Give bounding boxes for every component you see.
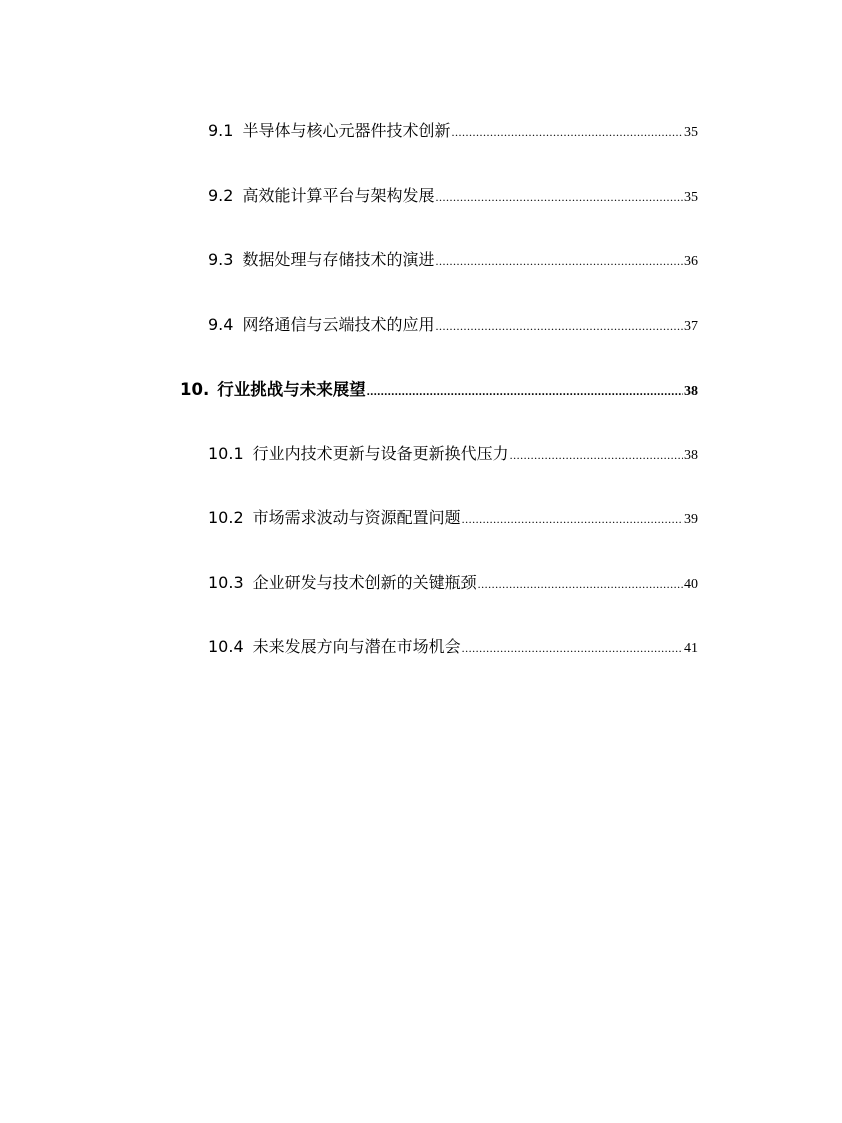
- toc-entry-number: 9.3: [208, 250, 234, 269]
- toc-dot-leader: [367, 384, 683, 399]
- toc-entry-10-2[interactable]: [208, 505, 698, 529]
- toc-dot-leader: [478, 577, 683, 592]
- toc-entry-page: 37: [684, 319, 698, 334]
- toc-entry-title: 企业研发与技术创新的关键瓶颈: [252, 573, 477, 592]
- toc-entry-page: 41: [684, 641, 698, 656]
- toc-entry-9-4[interactable]: [208, 312, 698, 336]
- toc-entry-title: 半导体与核心元器件技术创新: [242, 121, 451, 140]
- toc-entry-number: 10.4: [208, 637, 244, 656]
- toc-entry-number: 10.3: [208, 573, 244, 592]
- toc-entry-title: 高效能计算平台与架构发展: [242, 186, 435, 205]
- toc-entry-9-3[interactable]: [208, 247, 698, 271]
- toc-entry-number: 9.2: [208, 186, 234, 205]
- toc-entry-page: 35: [684, 125, 698, 140]
- toc-dot-leader: [462, 512, 683, 527]
- toc-dot-leader: [435, 319, 683, 334]
- toc-entry-page: 39: [684, 512, 698, 527]
- toc-entry-number: 9.4: [208, 315, 234, 334]
- toc-entry-10-3[interactable]: [208, 570, 698, 594]
- toc-entry-page: 38: [684, 384, 698, 399]
- toc-entry-title: 网络通信与云端技术的应用: [242, 315, 435, 334]
- toc-entry-9-2[interactable]: [208, 183, 698, 207]
- toc-entry-page: 38: [684, 448, 698, 463]
- toc-entry-10[interactable]: [180, 376, 698, 400]
- toc-entry-title: 未来发展方向与潜在市场机会: [252, 637, 461, 656]
- toc-entry-number: 9.1: [208, 121, 234, 140]
- toc-dot-leader: [435, 254, 683, 269]
- toc-dot-leader: [510, 448, 683, 463]
- toc-entry-number: 10.2: [208, 508, 244, 527]
- toc-entry-page: 40: [684, 577, 698, 592]
- toc-entry-title: 市场需求波动与资源配置问题: [252, 508, 461, 527]
- toc-entry-number: 10.1: [208, 444, 244, 463]
- toc-dot-leader: [462, 641, 683, 656]
- toc-entry-page: 36: [684, 254, 698, 269]
- toc-entry-title: 行业内技术更新与设备更新换代压力: [252, 444, 509, 463]
- toc-entry-10-1[interactable]: [208, 441, 698, 465]
- toc-entry-number: 10.: [180, 380, 210, 399]
- toc-entry-10-4[interactable]: [208, 634, 698, 658]
- toc-entry-9-1[interactable]: [208, 118, 698, 142]
- toc-entry-title: 数据处理与存储技术的演进: [242, 250, 435, 269]
- toc-entry-page: 35: [684, 190, 698, 205]
- toc-dot-leader: [451, 125, 683, 140]
- toc-entry-title: 行业挑战与未来展望: [217, 380, 366, 399]
- toc-dot-leader: [435, 190, 683, 205]
